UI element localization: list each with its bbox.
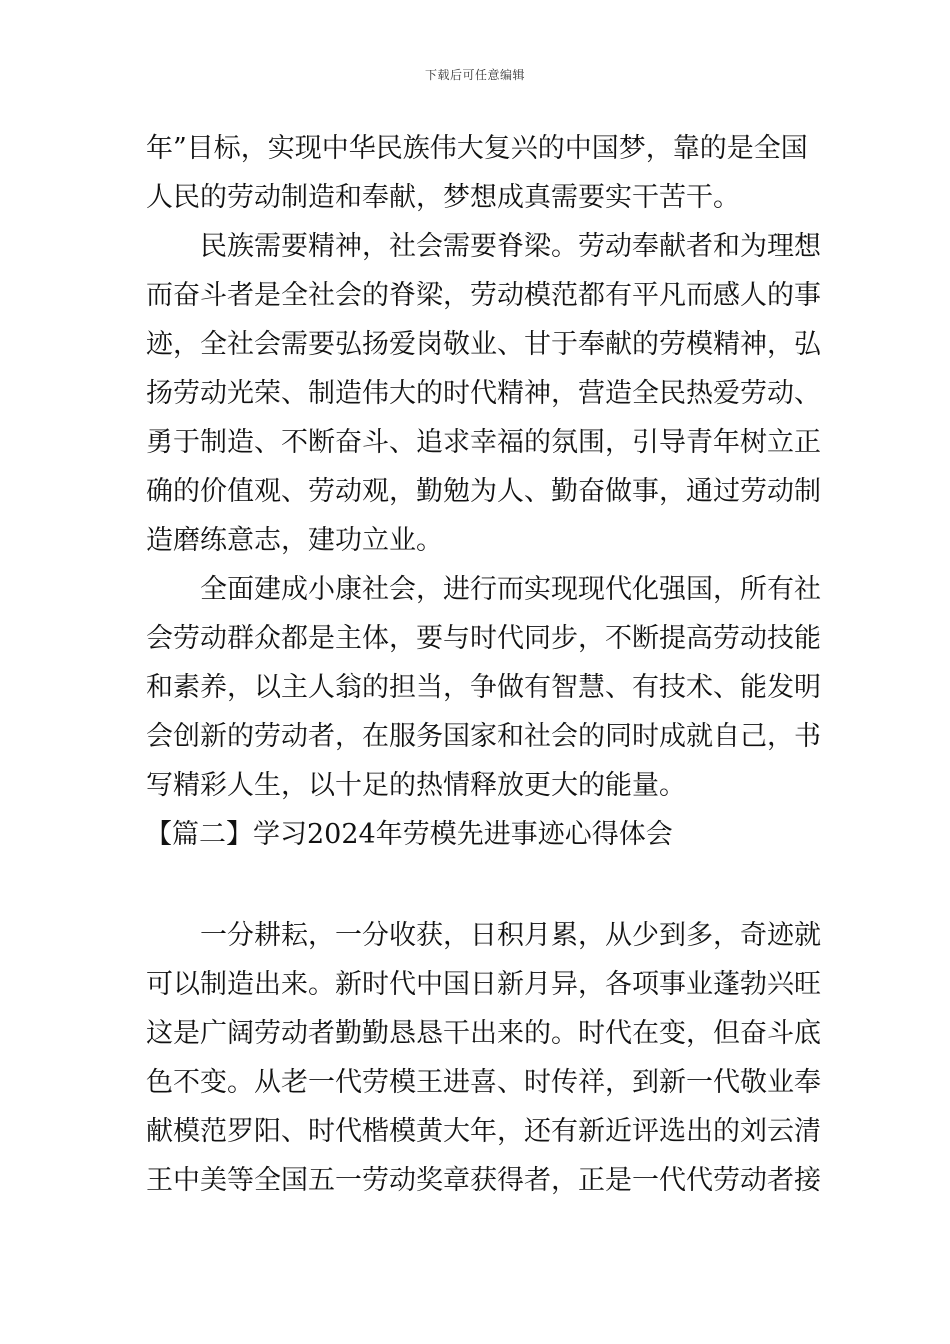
paragraph-start-line: 一分耕耘，一分收获，日积月累，从少到多，奇迹就	[200, 920, 821, 951]
text-line: 和素养，以主人翁的担当，争做有智慧、有技术、能发明	[146, 672, 821, 703]
text-line: 写精彩人生，以十足的热情释放更大的能量。	[146, 770, 686, 801]
text-line: 年”目标，实现中华民族伟大复兴的中国梦，靠的是全国	[146, 133, 808, 164]
text-line: 迹，全社会需要弘扬爱岗敬业、甘于奉献的劳模精神，弘	[146, 329, 821, 360]
text-line: 会创新的劳动者，在服务国家和社会的同时成就自己，书	[146, 721, 821, 752]
text-line: 扬劳动光荣、制造伟大的时代精神，营造全民热爱劳动、	[146, 378, 821, 409]
paragraph-start-line: 全面建成小康社会，进行而实现现代化强国，所有社	[200, 574, 821, 605]
text-line: 勇于制造、不断奋斗、追求幸福的氛围，引导青年树立正	[146, 427, 821, 458]
text-line: 确的价值观、劳动观，勤勉为人、勤奋做事，通过劳动制	[146, 476, 821, 507]
document-body	[145, 124, 821, 1205]
paragraph-start-line: 民族需要精神，社会需要脊梁。劳动奉献者和为理想	[200, 231, 821, 262]
text-line: 造磨练意志，建功立业。	[146, 525, 443, 556]
text-line: 王中美等全国五一劳动奖章获得者，正是一代代劳动者接	[146, 1165, 821, 1196]
blank-line	[146, 859, 810, 911]
header-note: 下载后可任意编辑	[424, 68, 525, 82]
text-line: 这是广阔劳动者勤勤恳恳干出来的。时代在变，但奋斗底	[146, 1018, 821, 1049]
text-line: 可以制造出来。新时代中国日新月异，各项事业蓬勃兴旺	[146, 969, 821, 1000]
text-line: 人民的劳动制造和奉献，梦想成真需要实干苦干。	[146, 182, 740, 213]
text-line: 献模范罗阳、时代楷模黄大年，还有新近评选出的刘云清	[146, 1116, 821, 1147]
text-line: 而奋斗者是全社会的脊梁，劳动模范都有平凡而感人的事	[146, 280, 821, 311]
text-line: 会劳动群众都是主体，要与时代同步，不断提高劳动技能	[146, 623, 821, 654]
text-line: 色不变。从老一代劳模王进喜、时传祥，到新一代敬业奉	[146, 1067, 821, 1098]
section-heading: 【篇二】学习2024年劳模先进事迹心得体会	[145, 819, 673, 850]
